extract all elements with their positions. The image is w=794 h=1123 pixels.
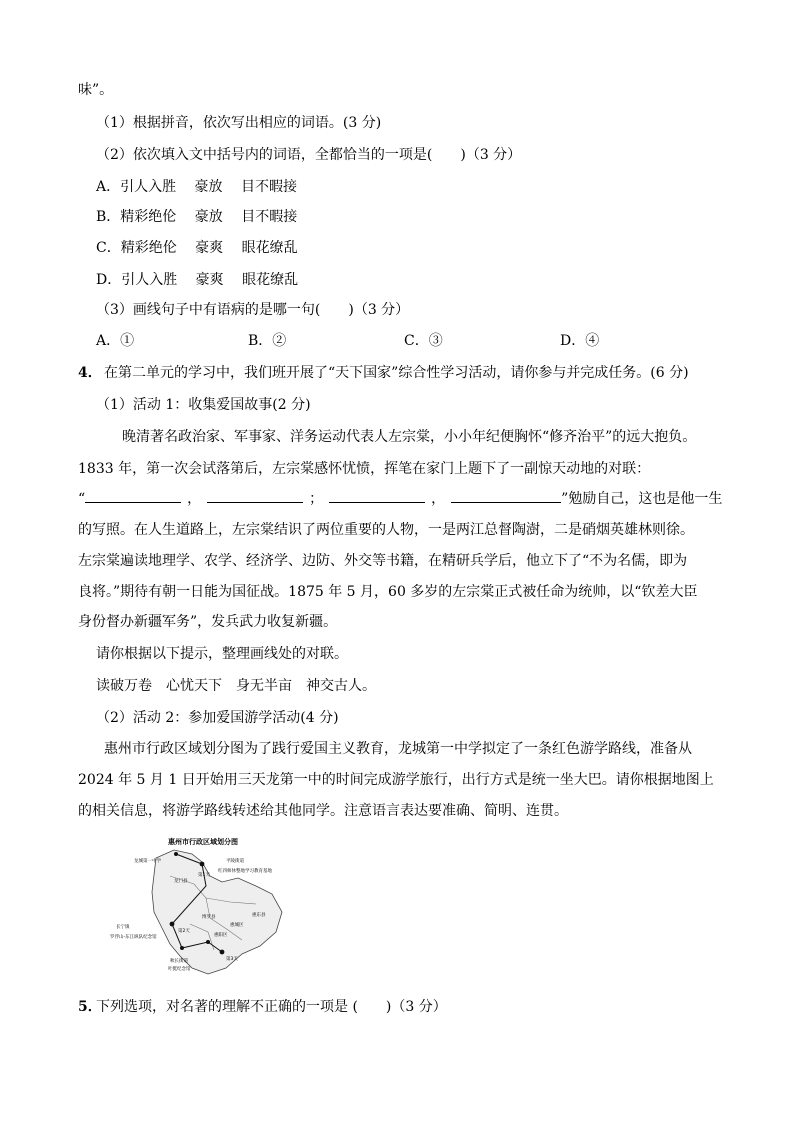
map-label: 长宁镇	[116, 925, 130, 930]
map-label: 红四师休整地学习教育基地	[218, 869, 272, 874]
route-map	[110, 832, 300, 982]
option-b: B．精彩绝伦 豪放 目不暇接	[96, 209, 298, 225]
route-point	[220, 950, 225, 955]
paragraph-line: 身份督办新疆军务”，发兵武力收复新疆。	[78, 614, 338, 630]
paragraph-line: 左宗棠遍读地理学、农学、经济学、边防、外交等书籍，在精研兵学后，他立下了“不为名儒，即为	[78, 553, 688, 569]
couplet-fill-line	[78, 488, 722, 509]
sub3-option-d: D．④	[560, 333, 600, 349]
map-label: 博罗县	[202, 915, 216, 920]
map-label: 第2天	[178, 929, 190, 934]
semicolon: ；	[309, 491, 324, 507]
paragraph-line: 的相关信息，将游学路线转述给其他同学。注意语言表达要准确、简明、连贯。	[78, 803, 568, 819]
paragraph-line: 良将。”期待有朝一日能为国征战。1875 年 5 月，60 多岁的左宗棠正式被任命为统帅，以“钦差大臣	[78, 584, 698, 600]
map-label: 惠城区	[230, 923, 244, 928]
instruction-line: 请你根据以下提示，整理画线处的对联。	[96, 646, 348, 662]
activity-2-title: （2）活动 2：参加爱国游学活动(4 分)	[96, 710, 339, 726]
answer-blank-4[interactable]	[451, 488, 561, 503]
map-label: 第1天	[198, 873, 210, 878]
question-5: 下列选项，对名著的理解不正确的一项是 ( )（3 分）	[96, 999, 447, 1015]
map-title: 惠州市行政区域划分图	[168, 838, 238, 846]
route-point	[170, 922, 175, 927]
question-4: 在第二单元的学习中，我们班开展了“天下国家”综合性学习活动，请你参与并完成任务。(6 分)	[104, 365, 689, 381]
question-3-sub3: （3）画线句子中有语病的是哪一句( )（3 分）	[96, 302, 410, 318]
couplet-tail: ”勉励自己，这也是他一生	[561, 491, 723, 507]
hints-line: 读破万卷 心忧天下 身无半亩 神交古人。	[96, 678, 376, 694]
answer-blank-2[interactable]	[207, 488, 303, 503]
answer-blank-3[interactable]	[329, 488, 425, 503]
route-point	[206, 940, 210, 944]
activity-1-title: （1）活动 1：收集爱国故事(2 分)	[96, 397, 311, 413]
paragraph-line: 的写照。在人生道路上，左宗棠结识了两位重要的人物，一是两江总督陶澍，二是硝烟英雄林则徐。	[78, 522, 694, 538]
map-label: 平陵街道	[226, 859, 244, 864]
route-point	[180, 946, 184, 950]
answer-blank-1[interactable]	[85, 488, 181, 503]
map-label: 秋长街道	[170, 959, 188, 964]
question-3-sub1: （1）根据拼音，依次写出相应的词语。(3 分)	[96, 115, 382, 131]
map-label: 叶挺纪念馆	[168, 967, 191, 972]
map-label: 惠东县	[252, 913, 266, 918]
comma: ，	[431, 491, 446, 507]
text-line: 味”。	[78, 82, 114, 98]
open-quote: “	[78, 491, 86, 507]
sub3-option-b: B．②	[248, 333, 287, 349]
route-point	[200, 862, 205, 867]
comma: ，	[187, 491, 202, 507]
sub3-option-c: C．③	[404, 333, 443, 349]
question-3-sub2: （2）依次填入文中括号内的词语，全都恰当的一项是( )（3 分）	[96, 147, 522, 163]
map-label: 龙门县	[174, 879, 188, 884]
paragraph-line: 晚清著名政治家、军事家、洋务运动代表人左宗棠，小小年纪便胸怀“修齐治平”的远大抱负。	[122, 429, 697, 445]
route-point	[174, 852, 178, 856]
map-label: 第3天	[226, 957, 238, 962]
sub3-option-a: A．①	[96, 333, 135, 349]
option-a: A．引人入胜 豪放 目不暇接	[96, 179, 298, 195]
option-d: D．引人入胜 豪爽 眼花缭乱	[96, 272, 299, 288]
paragraph-line: 1833 年，第一次会试落第后，左宗棠感怀忧愤，挥笔在家门上题下了一副惊天动地的对联：	[78, 461, 651, 477]
option-c: C．精彩绝伦 豪爽 眼花缭乱	[96, 240, 298, 256]
map-label: 罗浮山-东江纵队纪念馆	[110, 935, 157, 940]
question-5-number: 5．	[78, 999, 102, 1015]
map-label: 惠阳区	[214, 933, 228, 938]
paragraph-line: 2024 年 5 月 1 日开始用三天龙第一中的时间完成游学旅行，出行方式是统一坐大巴。请你根据地图上	[78, 772, 714, 788]
question-4-number: 4．	[78, 365, 102, 381]
paragraph-line: 惠州市行政区域划分图为了践行爱国主义教育，龙城第一中学拟定了一条红色游学路线，准备从	[104, 741, 692, 757]
map-label: 龙城第一中学	[134, 859, 161, 864]
